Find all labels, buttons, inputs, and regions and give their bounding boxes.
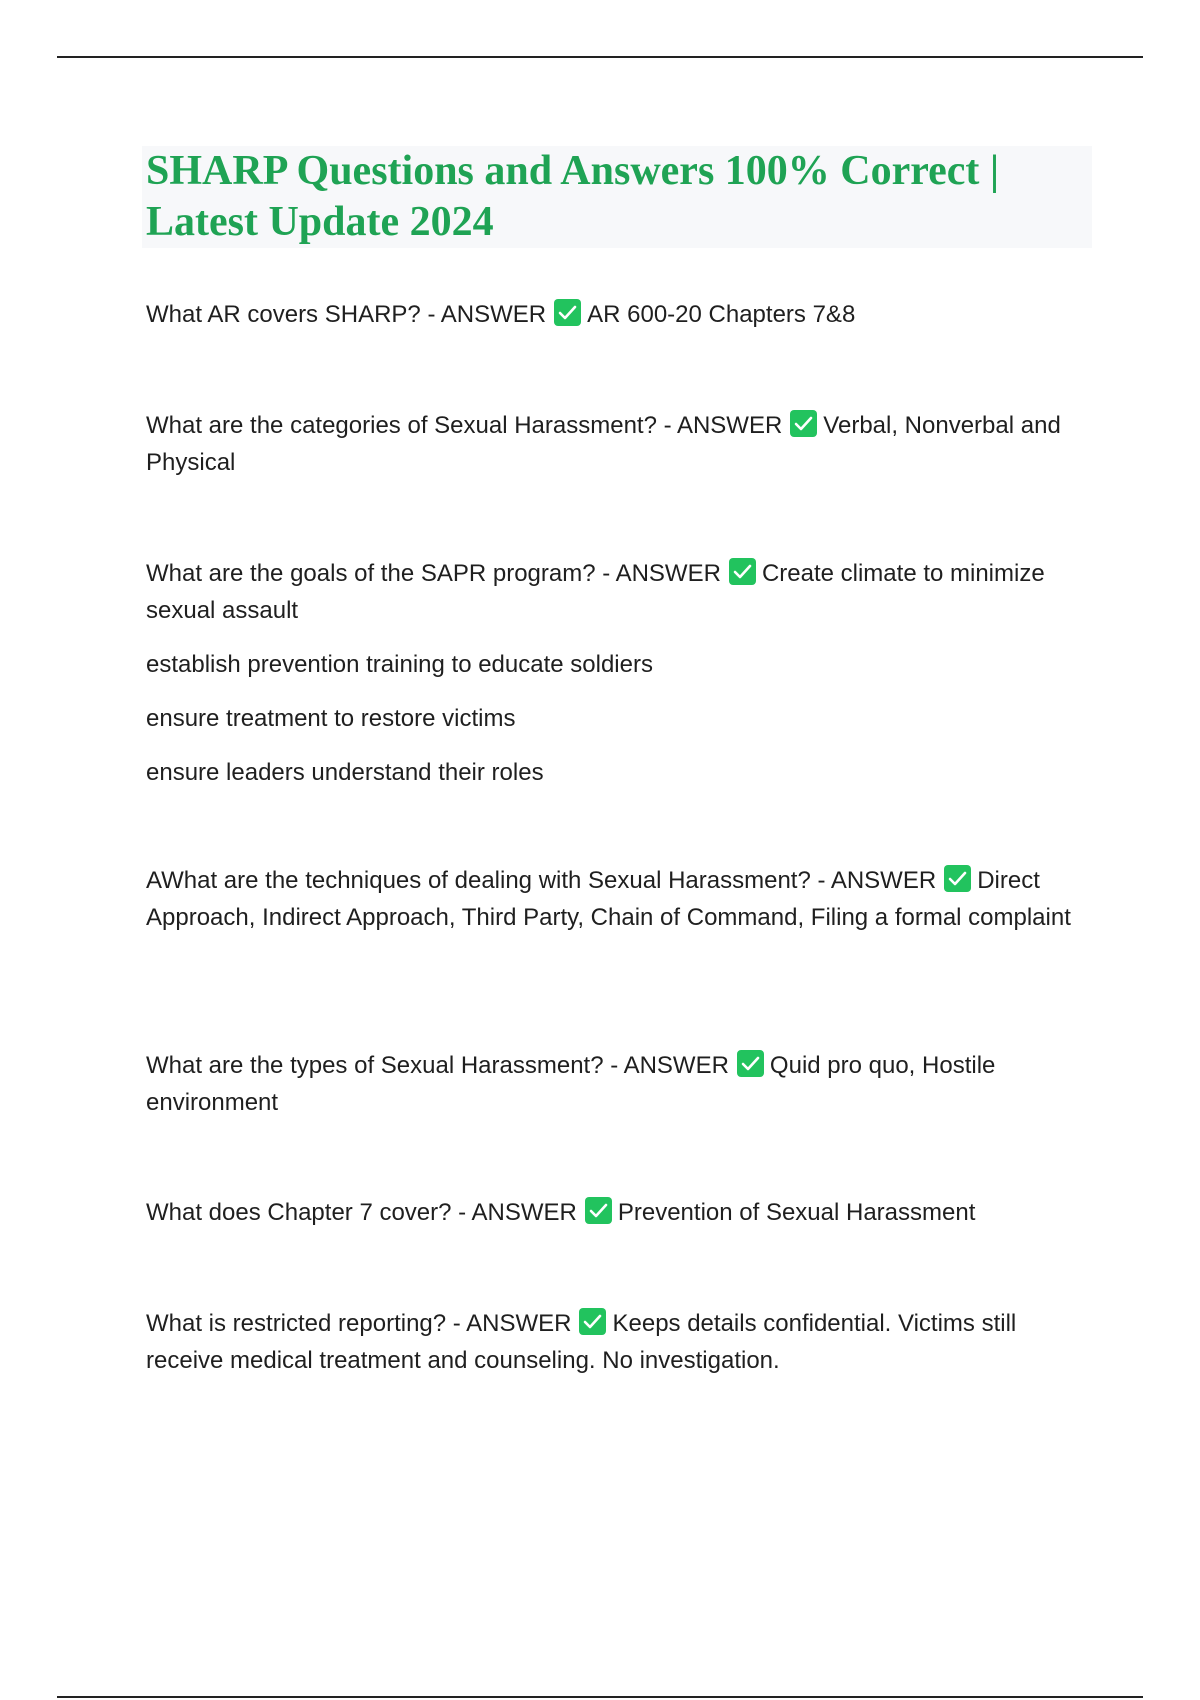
question-text: What does Chapter 7 cover? (146, 1199, 452, 1226)
question-text: AWhat are the techniques of dealing with Sexual Harassment? (146, 867, 811, 894)
qa-item-6 (146, 1194, 1096, 1231)
answer-continuation: establish prevention training to educate soldiers (146, 651, 653, 678)
qa-item-4 (146, 862, 1096, 936)
check-icon (554, 299, 581, 326)
qa-item-5 (146, 1047, 1096, 1121)
qa-text (146, 1305, 1096, 1379)
question-text: What are the categories of Sexual Harassment? (146, 412, 657, 439)
title-block (142, 146, 1092, 248)
answer-text: Prevention of Sexual Harassment (617, 1199, 976, 1226)
answer-label: - ANSWER (452, 1310, 572, 1337)
qa-text (146, 1194, 1096, 1231)
answer-text: Create climate to minimize sexual assault (146, 560, 1045, 624)
question-text: What are the types of Sexual Harassment? (146, 1052, 604, 1079)
qa-text (146, 862, 1096, 936)
bottom-rule (57, 1696, 1143, 1698)
answer-label: - ANSWER (427, 301, 547, 328)
qa-item-1 (146, 296, 1096, 333)
answer-label: - ANSWER (602, 560, 721, 587)
qa-item-2 (146, 407, 1096, 481)
qa-text (146, 555, 1096, 629)
question-text: What are the goals of the SAPR program? (146, 560, 596, 587)
check-icon (729, 558, 756, 585)
qa-text (146, 296, 1096, 333)
question-text: What is restricted reporting? (146, 1310, 447, 1337)
qa-item-7 (146, 1305, 1096, 1379)
question-text: What AR covers SHARP? (146, 301, 421, 328)
page-title: SHARP Questions and Answers 100% Correct | Latest Update 2024 (146, 148, 1000, 245)
qa-text (146, 407, 1096, 481)
check-icon (585, 1197, 612, 1224)
top-rule (57, 56, 1143, 58)
answer-text: Keeps details confidential. Victims still receive medical treatment and counseling. No investigation. (146, 1310, 1017, 1374)
check-icon (737, 1050, 764, 1077)
check-icon (790, 410, 817, 437)
answer-continuation: ensure treatment to restore victims (146, 705, 516, 732)
check-icon (579, 1308, 606, 1335)
answer-text: AR 600-20 Chapters 7&8 (587, 301, 856, 328)
answer-text: Direct Approach, Indirect Approach, Third Party, Chain of Command, Filing a formal complaint (146, 867, 1071, 931)
answer-label: - ANSWER (458, 1199, 577, 1226)
answer-text: Quid pro quo, Hostile environment (146, 1052, 996, 1116)
qa-item-3 (146, 555, 1096, 791)
answer-label: - ANSWER (610, 1052, 729, 1079)
qa-text (146, 1047, 1096, 1121)
answer-label: - ANSWER (663, 412, 783, 439)
answer-label: - ANSWER (817, 867, 937, 894)
answer-text: Verbal, Nonverbal and Physical (146, 412, 1061, 476)
check-icon (944, 865, 971, 892)
answer-continuation: ensure leaders understand their roles (146, 759, 544, 786)
